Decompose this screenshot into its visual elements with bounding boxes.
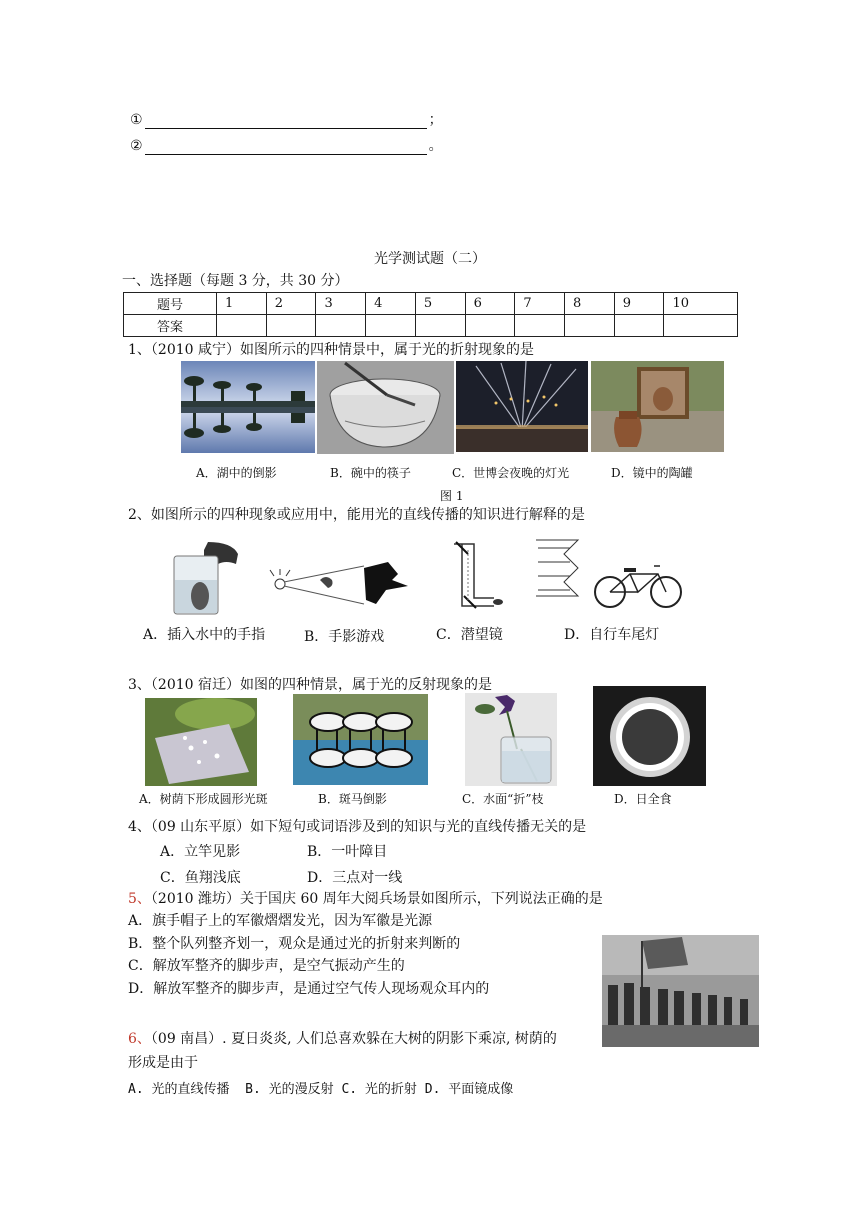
question-3-stem: 3、（2010 宿迁）如图的四种情景，属于光的反射现象的是 — [128, 677, 492, 693]
military-parade-image — [602, 935, 759, 1047]
question-number: 5、 — [128, 891, 151, 907]
table-cell: 1 — [217, 293, 267, 315]
periscope-image — [446, 540, 506, 612]
q3-caption-b: B．斑马倒影 — [318, 792, 387, 806]
blank-line-2: ② 。 — [130, 138, 443, 154]
q2-caption-d: D．自行车尾灯 — [564, 627, 660, 643]
question-1-stem: 1、（2010 咸宁）如图所示的四种情景中，属于光的折射现象的是 — [128, 342, 534, 358]
answer-cell[interactable] — [266, 315, 316, 337]
q4-option-d: D．三点对一线 — [307, 870, 403, 886]
question-6-stem-cont: 形成是由于 — [128, 1055, 198, 1071]
answer-cell[interactable] — [614, 315, 664, 337]
table-cell: 10 — [664, 293, 738, 315]
table-row — [124, 315, 738, 337]
q3-caption-d: D．日全食 — [614, 792, 672, 806]
bicycle-reflector-image — [534, 538, 686, 610]
table-header-cell: 题号 — [124, 293, 217, 315]
question-4-stem: 4、（09 山东平原）如下短句或词语涉及到的知识与光的直线传播无关的是 — [128, 819, 587, 835]
bent-stem-image — [465, 693, 557, 786]
night-lights-image — [456, 361, 588, 452]
question-2-stem: 2、如图所示的四种现象或应用中，能用光的直线传播的知识进行解释的是 — [128, 507, 585, 523]
table-row — [124, 293, 738, 315]
table-cell: 6 — [465, 293, 515, 315]
table-cell: 4 — [366, 293, 416, 315]
q1-caption-a: A．湖中的倒影 — [196, 466, 277, 480]
answer-cell[interactable] — [415, 315, 465, 337]
lake-reflection-image — [181, 361, 315, 453]
answer-cell[interactable] — [664, 315, 738, 337]
q3-caption-c: C．水面“折”枝 — [462, 792, 544, 806]
blank-line-1: ① ； — [130, 112, 443, 128]
table-cell: 9 — [614, 293, 664, 315]
answer-cell[interactable] — [515, 315, 565, 337]
q5-option-a: A．旗手帽子上的军徽熠熠发光，因为军徽是光源 — [128, 913, 433, 929]
answer-cell[interactable] — [465, 315, 515, 337]
answer-table — [123, 292, 738, 337]
table-cell: 7 — [515, 293, 565, 315]
table-cell: 3 — [316, 293, 366, 315]
table-cell: 5 — [415, 293, 465, 315]
q4-option-c: C．鱼翔浅底 — [160, 870, 241, 886]
finger-in-water-image — [166, 540, 242, 616]
page-title: 光学测试题（二） — [374, 251, 486, 267]
answer-cell[interactable] — [366, 315, 416, 337]
table-cell: 2 — [266, 293, 316, 315]
question-5-stem: 5、（2010 潍坊）关于国庆 60 周年大阅兵场景如图所示，下列说法正确的是 — [128, 891, 603, 907]
table-cell: 8 — [565, 293, 615, 315]
answer-cell[interactable] — [316, 315, 366, 337]
q1-caption-b: B．碗中的筷子 — [330, 466, 411, 480]
q4-option-a: A．立竿见影 — [160, 844, 241, 860]
q5-option-b: B．整个队列整齐划一，观众是通过光的折射来判断的 — [128, 936, 461, 952]
q1-caption-c: C．世博会夜晚的灯光 — [452, 466, 570, 480]
q5-option-c: C．解放军整齐的脚步声，是空气振动产生的 — [128, 958, 405, 974]
answer-cell[interactable] — [565, 315, 615, 337]
zebra-reflection-image — [293, 694, 428, 785]
answer-cell[interactable] — [217, 315, 267, 337]
q2-caption-b: B．手影游戏 — [304, 629, 385, 645]
figure-label: 图 1 — [440, 489, 464, 503]
question-number: 6、 — [128, 1031, 151, 1047]
q1-caption-d: D．镜中的陶罐 — [611, 466, 693, 480]
light-spots-image — [145, 698, 257, 786]
section-heading: 一、选择题（每题 3 分，共 30 分） — [122, 273, 349, 289]
hand-shadow-image — [268, 560, 410, 606]
solar-eclipse-image — [593, 686, 706, 786]
mirror-jar-image — [591, 361, 724, 452]
q2-caption-c: C．潜望镜 — [436, 627, 503, 643]
q3-caption-a: A．树荫下形成圆形光斑 — [139, 792, 268, 806]
q6-options: A. 光的直线传播 B. 光的漫反射 C. 光的折射 D. 平面镜成像 — [128, 1082, 514, 1097]
table-header-cell: 答案 — [124, 315, 217, 337]
q5-option-d: D．解放军整齐的脚步声，是通过空气传人现场观众耳内的 — [128, 981, 490, 997]
q4-option-b: B．一叶障目 — [307, 844, 388, 860]
q2-caption-a: A．插入水中的手指 — [143, 627, 266, 643]
bowl-chopstick-image — [317, 361, 454, 454]
question-6-stem: 6、（09 南昌）. 夏日炎炎, 人们总喜欢躲在大树的阴影下乘凉, 树荫的 — [128, 1031, 557, 1047]
